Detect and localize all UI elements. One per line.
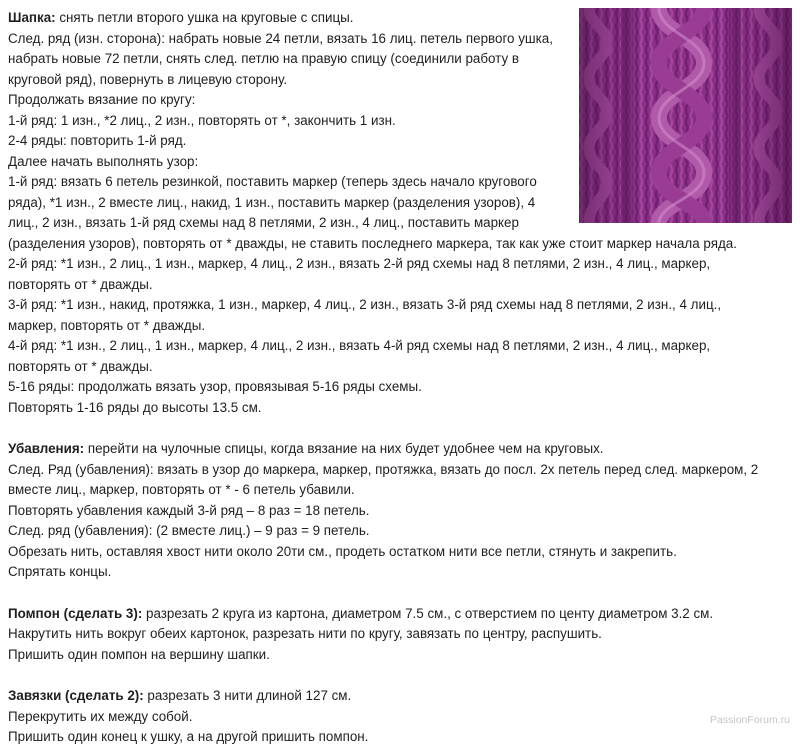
instruction-line: Пришить один помпон на вершину шапки. — [8, 646, 270, 662]
instruction-line: Убавления: перейти на чулочные спицы, когда вязание на них будет удобнее чем на круговых. — [8, 441, 604, 456]
instruction-line: Далее начать выполнять узор: — [8, 153, 199, 169]
instruction-line: След. ряд (убавления): (2 вместе лиц.) – 9 раз = 9 петель. — [8, 523, 370, 538]
instruction-line: Накрутить нить вокруг обеих картонок, разрезать нити по кругу, завязать по центру, распушить. — [8, 626, 602, 641]
instruction-line: 5-16 ряды: продолжать вязать узор, провязывая 5-16 ряды схемы. — [8, 379, 422, 394]
instruction-line: 3-й ряд: *1 изн., накид, протяжка, 1 изн., маркер, 4 лиц., 2 изн., вязать 3-й ряд схемы над 8 петлями, 2 изн., 4 лиц., — [8, 297, 722, 312]
knit-cable-photo — [579, 8, 792, 223]
instruction-line: Повторять 1-16 ряды до высоты 13.5 см. — [8, 399, 262, 415]
section-ties — [8, 686, 778, 748]
instruction-line: 2-4 ряды: повторить 1-й ряд. — [8, 133, 187, 148]
instruction-line: 1-й ряд: 1 изн., *2 лиц., 2 изн., повторять от *, закончить 1 изн. — [8, 112, 396, 128]
instruction-line: круговой ряд), повернуть в лицевую сторону. — [8, 71, 288, 87]
instruction-line: Повторять убавления каждый 3-й ряд – 8 раз = 18 петель. — [8, 502, 370, 518]
instruction-line: След. Ряд (убавления): вязать в узор до маркера, маркер, протяжка, вязать до посл. 2х петель перед след. маркером, 2 — [8, 461, 759, 477]
instruction-line: маркер, повторять от * дважды. — [8, 317, 206, 333]
instruction-line: След. ряд (изн. сторона): набрать новые 24 петли, вязать 16 лиц. петель первого ушка, — [8, 30, 553, 46]
instruction-line: Пришить один конец к ушку, а на другой пришить помпон. — [8, 729, 369, 744]
section-pompom — [8, 604, 778, 666]
section-decreases — [8, 439, 778, 583]
instruction-line: набрать новые 72 петли, снять след. петлю на правую спицу (соединили работу в — [8, 51, 519, 66]
instruction-line: повторять от * дважды. — [8, 276, 153, 292]
instruction-line: 2-й ряд: *1 изн., 2 лиц., 1 изн., маркер, 4 лиц., 2 изн., вязать 2-й ряд схемы над 8 петлями, 2 изн., 4 лиц., маркер, — [8, 256, 711, 271]
knit-texture — [579, 8, 792, 223]
instruction-line: Перекрутить их между собой. — [8, 708, 193, 724]
instruction-line: повторять от * дважды. — [8, 358, 153, 374]
instruction-line: вместе лиц., маркер, повторять от * - 6 петель убавили. — [8, 482, 355, 497]
instruction-line: Завязки (сделать 2): разрезать 3 нити длиной 127 см. — [8, 688, 352, 703]
instruction-line: Шапка: снять петли второго ушка на круговые с спицы. — [8, 10, 354, 25]
watermark: PassionForum.ru — [710, 714, 790, 726]
instruction-line: 4-й ряд: *1 изн., 2 лиц., 1 изн., маркер, 4 лиц., 2 изн., вязать 4-й ряд схемы над 8 петлями, 2 изн., 4 лиц., маркер, — [8, 338, 711, 353]
instruction-line: (разделения узоров), повторять от * дважды, не ставить последнего маркера, так как уже стоит маркер начала ряда. — [8, 235, 737, 251]
instruction-line: 1-й ряд: вязать 6 петель резинкой, поставить маркер (теперь здесь начало кругового — [8, 174, 537, 189]
instruction-line: Обрезать нить, оставляя хвост нити около 20ти см., продеть остатком нити все петли, стянуть и закрепить. — [8, 543, 677, 559]
instruction-line: Помпон (сделать 3): разрезать 2 круга из картона, диаметром 7.5 см., с отверстием по центу диаметром 3.2 см. — [8, 605, 714, 621]
instruction-line: ряда), *1 изн., 2 вместе лиц., накид, 1 изн., поставить маркер (разделения узоров), 4 — [8, 194, 536, 210]
instruction-line: лиц., 2 изн., вязать 1-й ряд схемы над 8 петлями, 2 изн., 4 лиц., поставить маркер — [8, 215, 519, 230]
instruction-line: Продолжать вязание по кругу: — [8, 92, 196, 107]
instruction-line: Спрятать концы. — [8, 564, 112, 579]
